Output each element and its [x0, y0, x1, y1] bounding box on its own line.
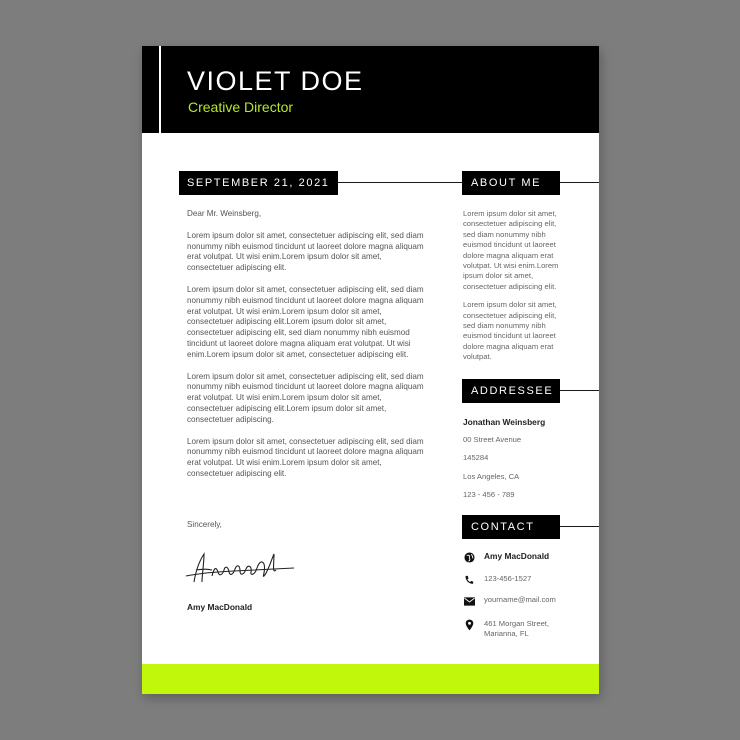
contact-email-row [463, 595, 564, 607]
letter-greeting: Dear Mr. Weinsberg, [187, 209, 262, 218]
contact-name: Amy MacDonald [484, 551, 550, 561]
about-paragraph-1: Lorem ipsum dolor sit amet, consectetuer adipiscing elit, sed diam nonummy nibh euismod tincidunt ut laoreet dolore magna aliquam erat volutpat. Ut wisi enim.Lorem ipsum dolor sit amet, consectetuer adipiscing elit. [463, 209, 559, 291]
signature-image [182, 542, 302, 592]
letter-paragraph-1: Lorem ipsum dolor sit amet, consectetuer adipiscing elit, sed diam nonummy nibh euismod tincidunt ut laoreet dolore magna aliquam erat volutpat. Ut wisi enim.Lorem ipsum dolor sit amet, consectetuer adipiscing elit. [187, 230, 424, 273]
letter-paragraph-4: Lorem ipsum dolor sit amet, consectetuer adipiscing elit, sed diam nonummy nibh euismod tincidunt ut laoreet dolore magna aliquam erat volutpat. Ut wisi enim.Lorem ipsum dolor sit amet, consectetuer adipiscing elit. [187, 436, 424, 478]
date-connector-line [338, 182, 462, 183]
letter-closing: Sincerely, [187, 520, 222, 529]
header-band [142, 46, 599, 133]
about-me-label: ABOUT ME [462, 171, 560, 195]
applicant-name: VIOLET DOE [187, 66, 364, 96]
contact-label: CONTACT [462, 515, 560, 539]
header-divider [159, 46, 161, 133]
footer-accent-bar [142, 664, 599, 694]
addressee-connector-line [560, 390, 599, 391]
signer-name: Amy MacDonald [187, 602, 253, 612]
addressee-city: Los Angeles, CA [463, 472, 520, 481]
letter-body [187, 209, 427, 491]
contact-phone-row [463, 574, 564, 586]
contact-name-row [463, 551, 564, 563]
contact-connector-line [560, 526, 599, 527]
addressee-phone: 123 - 456 - 789 [463, 490, 515, 499]
about-me-text [463, 209, 563, 371]
contact-email: yourname@mail.com [484, 595, 556, 604]
letter-page [142, 46, 599, 694]
about-connector-line [560, 182, 599, 183]
addressee-street: 00 Street Avenue [463, 435, 522, 444]
addressee-name: Jonathan Weinsberg [463, 417, 546, 427]
contact-address-row [463, 619, 564, 640]
date-label: SEPTEMBER 21, 2021 [179, 171, 338, 195]
applicant-role: Creative Director [188, 99, 294, 115]
about-paragraph-2: Lorem ipsum dolor sit amet, consectetuer adipiscing elit, sed diam nonummy nibh euismod tincidunt ut laoreet dolore magna aliquam erat volutpat. [463, 300, 557, 362]
mail-icon [463, 595, 475, 607]
globe-icon [463, 551, 475, 563]
contact-phone: 123-456-1527 [484, 574, 532, 583]
letter-paragraph-2: Lorem ipsum dolor sit amet, consectetuer adipiscing elit, sed diam nonummy nibh euismod tincidunt ut laoreet dolore magna aliquam erat volutpat. Ut wisi enim.Lorem ipsum dolor sit amet, consectetuer adipiscing elit.Lorem ipsum dolor sit amet, consectetuer adipiscing elit, sed diam nonummy nibh euismod tincidunt ut laoreet dolore magna aliquam erat volutpat. Ut wisi enim.Lorem ipsum dolor sit amet, consectetuer adipiscing elit. [187, 284, 424, 359]
phone-icon [463, 574, 475, 586]
addressee-label: ADDRESSEE [462, 379, 560, 403]
addressee-number: 145284 [463, 453, 489, 462]
letter-paragraph-3: Lorem ipsum dolor sit amet, consectetuer adipiscing elit, sed diam nonummy nibh euismod tincidunt ut laoreet dolore magna aliquam erat volutpat. Ut wisi enim.Lorem ipsum dolor sit amet, consectetuer adipiscing elit.Lorem ipsum dolor sit amet, consectetuer adipiscing. [187, 371, 424, 424]
location-pin-icon [463, 619, 475, 631]
contact-address: 461 Morgan Street, Marianna, FL [484, 619, 550, 639]
